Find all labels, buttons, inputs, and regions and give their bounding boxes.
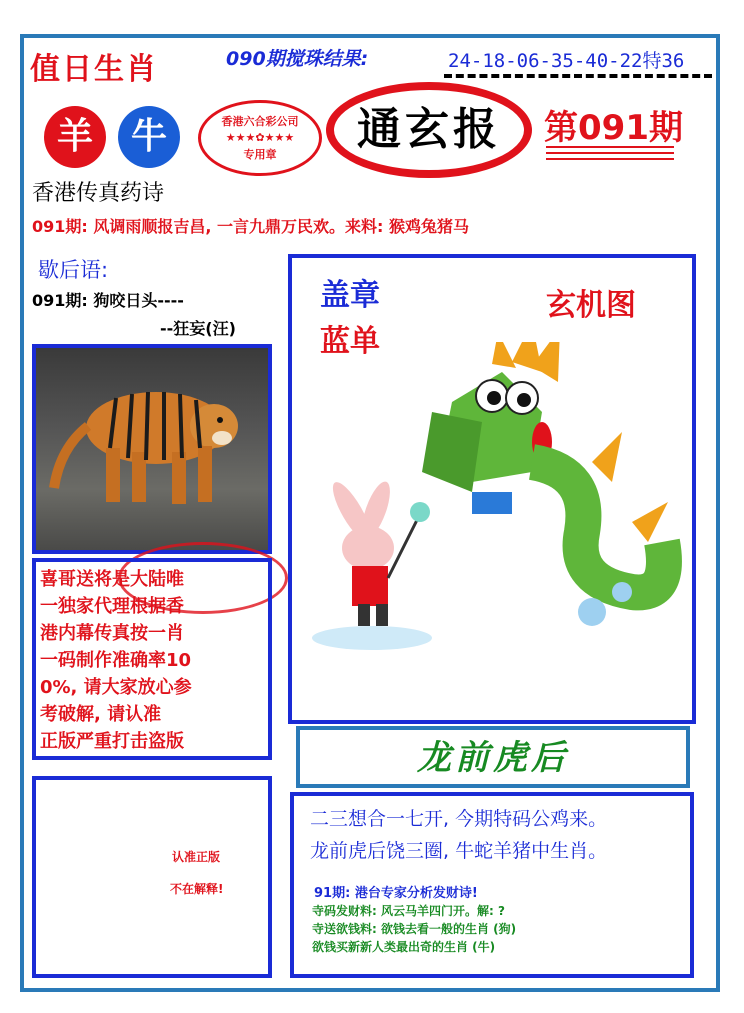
ad-text-line-3: 港内幕传真按一肖	[40, 623, 184, 644]
duty-zodiac-label: 值日生肖	[30, 52, 158, 87]
tiger-image-frame	[32, 344, 272, 554]
analysis-line-3: 欲钱买新新人类最出奇的生肖 (牛)	[312, 940, 496, 954]
draw-numbers: 24-18-06-35-40-22特36	[448, 50, 685, 72]
analysis-title: 91期: 港台专家分析发财诗!	[314, 886, 478, 901]
ad-text-box	[32, 558, 272, 760]
ad-text-line-2: 一独家代理根据香	[40, 596, 184, 617]
notice-box	[32, 776, 272, 978]
ad-text-line-1: 喜哥送将是大陆唯	[40, 569, 184, 590]
analysis-verse-2: 龙前虎后饶三圈, 牛蛇羊猪中生肖。	[310, 840, 608, 862]
draw-result-label: 090期搅珠结果:	[226, 48, 369, 70]
seal-text: 香港六合彩公司	[221, 115, 299, 128]
ad-text-line-6: 考破解, 请认准	[40, 704, 162, 725]
analysis-line-2: 寺送欲钱料: 欲钱去看一般的生肖 (狗)	[312, 922, 517, 936]
stamp-label-2: 蓝单	[320, 324, 380, 359]
xiehouyu-title: 歇后语:	[38, 258, 109, 282]
company-seal	[198, 100, 322, 176]
tiger-image	[36, 348, 268, 550]
newspaper-title: 通玄报	[357, 104, 501, 155]
newspaper-title-oval	[326, 82, 532, 178]
xiehouyu-answer: --狂妄(汪)	[160, 319, 236, 338]
seal-stars: ★★★✿★★★	[225, 131, 295, 144]
dragon-rabbit-illustration	[292, 342, 692, 722]
issue-underline-3	[546, 158, 674, 160]
mystery-picture-panel	[288, 254, 696, 724]
fax-poem-line: 091期: 风调雨顺报吉昌, 一言九鼎万民欢。来料: 猴鸡兔猪马	[32, 217, 469, 236]
ad-text-line-5: 0%, 请大家放心参	[40, 677, 192, 698]
ad-text-line-7: 正版严重打击盗版	[40, 731, 184, 752]
seal-sub: 专用章	[243, 148, 277, 161]
analysis-verse-1: 二三想合一七开, 今期特码公鸡来。	[310, 808, 608, 830]
stamp-label-1: 盖章	[320, 278, 380, 313]
issue-underline-2	[546, 152, 674, 154]
analysis-line-1: 寺码发财料: 风云马羊四门开。解: ?	[312, 904, 505, 918]
mystery-caption-box	[296, 726, 690, 788]
xiehouyu-line: 091期: 狗咬日头----	[32, 291, 184, 310]
draw-numbers-underline	[444, 74, 712, 78]
notice-line-2: 不在解释!	[170, 882, 224, 896]
analysis-box	[290, 792, 694, 978]
notice-line-1: 认准正版	[172, 850, 221, 864]
issue-underline-1	[546, 146, 674, 148]
zodiac-sheep-badge: 羊	[44, 106, 106, 168]
zodiac-ox-badge: 牛	[118, 106, 180, 168]
ad-text-line-4: 一码制作准确率10	[40, 650, 192, 671]
issue-label: 第091期	[544, 108, 683, 148]
mystery-title: 玄机图	[546, 288, 636, 323]
mystery-caption: 龙前虎后	[417, 738, 569, 778]
fax-poem-title: 香港传真药诗	[32, 181, 165, 206]
